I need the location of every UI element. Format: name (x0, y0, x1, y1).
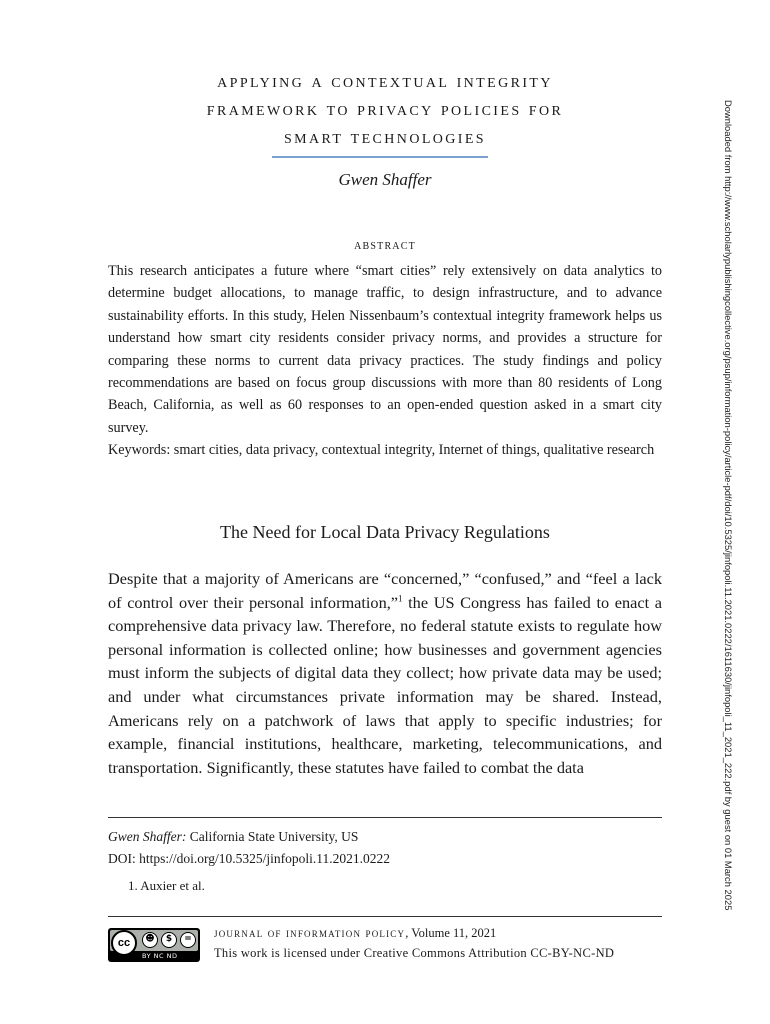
abstract-heading: abstract (354, 238, 416, 253)
keywords: Keywords: smart cities, data privacy, contextual integrity, Internet of things, qualitative research (108, 442, 655, 459)
paper-title (108, 68, 662, 152)
journal-volume: , Volume 11, 2021 (405, 926, 497, 940)
doi-link[interactable]: DOI: https://doi.org/10.5325/jinfopoli.11.2021.0222 (108, 851, 391, 866)
creative-commons-icon: cc (111, 930, 137, 956)
body-text-part-1: Despite that a majority of Americans are “concerned,” “confused,” and “feel a lack of control over their personal information,” (108, 569, 662, 612)
cc-license-badge[interactable] (108, 928, 200, 962)
download-watermark: Downloaded from http://www.scholarlypublishingcollective.org/psup/information-policy/article-pdf/doi/10.5325/jinfopoli.11.2021.0222/1611630/jinfopoli_11_2021_222.pdf by guest on 01 March 2025 (723, 100, 734, 911)
license-divider (108, 916, 662, 917)
abstract-text: This research anticipates a future where “smart cities” rely extensively on data analytics to determine budget allocations, to manage traffic, to design infrastructure, and to advance sustainability efforts. In this study, Helen Nissenbaum’s contextual integrity framework helps us understand how smart city residents consider privacy norms, and provides a structure for comparing these norms to current data privacy practices. The study findings and policy recommendations are based on focus group discussions with more than 80 residents of Long Beach, California, as well as 60 responses to an open-ended question asked in a smart city survey. (108, 263, 662, 436)
body-paragraph (108, 567, 662, 779)
title-divider (272, 156, 488, 158)
badge-label: BY NC ND (142, 952, 178, 960)
non-commercial-icon: $ (161, 932, 177, 948)
affiliation-institution: California State University, US (186, 829, 359, 844)
section-heading: The Need for Local Data Privacy Regulations (220, 522, 550, 542)
title-line-2: framework to privacy policies for (206, 99, 564, 120)
body-text-part-2: the US Congress has failed to enact a comprehensive data privacy law. Therefore, no federal statute exists to regulate how personal information is collected online; how businesses and government agencies must inform the subjects of digital data they collect; how private data may be used; and under what circumstances private information may be shared. Instead, Americans rely on a patchwork of laws that apply to specific industries; for example, financial institutions, healthcare, marketing, telecommunications, and transportation. Significantly, these statutes have failed to combat the data (108, 592, 662, 777)
author-name: Gwen Shaffer (338, 170, 432, 189)
license-text: This work is licensed under Creative Commons Attribution CC-BY-NC-ND (214, 946, 615, 960)
affiliation-author: Gwen Shaffer: (108, 829, 187, 844)
footnote-reference[interactable]: 1 (398, 593, 403, 604)
footnote: 1. Auxier et al. (128, 878, 205, 893)
attribution-icon: ☻ (142, 932, 158, 948)
journal-name: journal of information policy (214, 926, 406, 940)
no-derivatives-icon: = (180, 932, 196, 948)
title-line-3: smart technologies (283, 127, 486, 148)
affiliation-block (108, 826, 390, 870)
journal-citation (214, 926, 496, 941)
title-line-1: applying a contextual integrity (217, 71, 553, 92)
abstract-block (108, 260, 662, 462)
footer-divider (108, 817, 662, 818)
